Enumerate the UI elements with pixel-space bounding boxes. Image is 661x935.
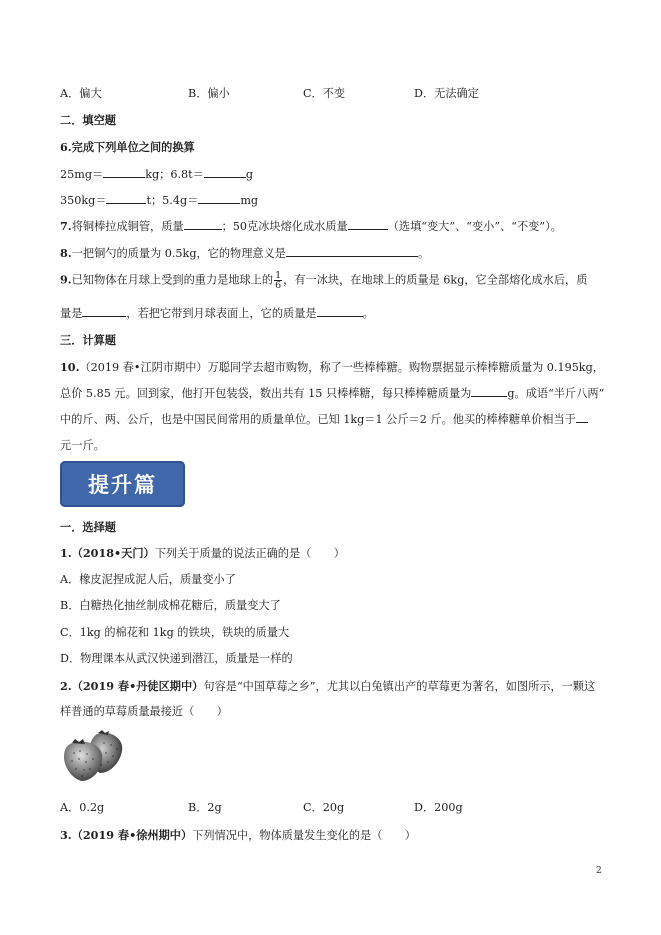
section-title-fill-in: 二．填空题 [60,113,116,127]
q5-option-d: D．无法确定 [414,87,479,100]
q10-line1: 10.（2019 春•江阴市期中）万聪同学去超市购物，称了一些棒棒糖。购物票据显示棒棒糖质量为 0.195kg， [60,360,604,374]
answer-blank [317,305,363,317]
p1-stem: 1.（2018•天门）下列关于质量的说法正确的是（ ） [60,546,345,560]
section-title-calculation: 三．计算题 [60,333,116,347]
p2-stem-cont: 样普通的草莓质量最接近（ ） [60,705,228,718]
q5-option-a: A．偏大 [60,87,102,100]
banner-text: 提升篇 [88,473,157,497]
answer-blank [103,166,145,178]
strawberry-image [60,729,126,783]
p2-option-d: D．200g [414,801,463,814]
answer-blank [106,192,146,204]
q10-line3: 中的斤、两、公斤，也是中国民间常用的质量单位。已知 1kg＝1 公斤＝2 斤。他买的棒棒糖单价相当于 [60,411,588,428]
q9-line1: 9.已知物体在月球上受到的重力是地球上的 $\frac{1}{6}$ ，有一冰块，在地球上的质量是 6kg，它全部熔化成水后，质 [60,270,588,291]
answer-blank [576,411,588,423]
q9-line2: 量是 ，若把它带到月球表面上，它的质量是 。 [60,307,374,320]
section-title-choice: 一．选择题 [60,520,116,534]
answer-blank [204,166,246,178]
q6-line1: 25mg＝ kg；6.8t＝ g [60,168,253,181]
p3-stem: 3.（2019 春•徐州期中）下列情况中，物体质量发生变化的是（ ） [60,828,416,842]
q5-option-c: C．不变 [303,87,346,100]
p2-option-b: B．2g [188,801,222,814]
q5-option-b: B．偏小 [188,87,230,100]
q6-stem: 6.完成下列单位之间的换算 [60,140,195,154]
fraction-one-sixth: $\frac{1}{6}$ [275,270,282,291]
advanced-section-banner [60,461,185,507]
q7: 7.将铜棒拉成铜管，质量 ；50克冰块熔化成水质量 （选填“变大”、“变小”、“不变”）。 [60,219,562,233]
q8: 8.一把铜勺的质量为 0.5kg，它的物理意义是 。 [60,246,430,260]
q6-line2: 350kg＝ t；5.4g＝ mg [60,194,259,207]
p1-option-a: A．橡皮泥捏成泥人后，质量变小了 [60,573,236,586]
p2-stem: 2.（2019 春•丹徒区期中）句容是“中国草莓之乡”，尤其以白兔镇出产的草莓更为著名，如图所示，一颗这 [60,679,596,693]
p1-option-b: B．白糖热化抽丝制成棉花糖后，质量变大了 [60,599,281,612]
answer-blank [82,305,126,317]
p2-option-c: C．20g [303,801,345,814]
answer-blank [348,218,388,230]
answer-blank [286,245,418,257]
answer-blank [184,218,222,230]
p1-option-d: D．物理课本从武汉快递到潜江，质量是一样的 [60,652,293,665]
answer-blank [471,385,507,397]
page-number: 2 [596,866,602,876]
p1-option-c: C．1kg 的棉花和 1kg 的铁块，铁块的质量大 [60,626,290,639]
p2-option-a: A．0.2g [60,801,105,814]
q10-line4: 元一斤。 [60,439,105,452]
answer-blank [198,192,240,204]
q10-line2: 总价 5.85 元。回到家，他打开包装袋，数出共有 15 只棒棒糖，每只棒棒糖质量为 g。成语“半斤八两” [60,387,605,400]
